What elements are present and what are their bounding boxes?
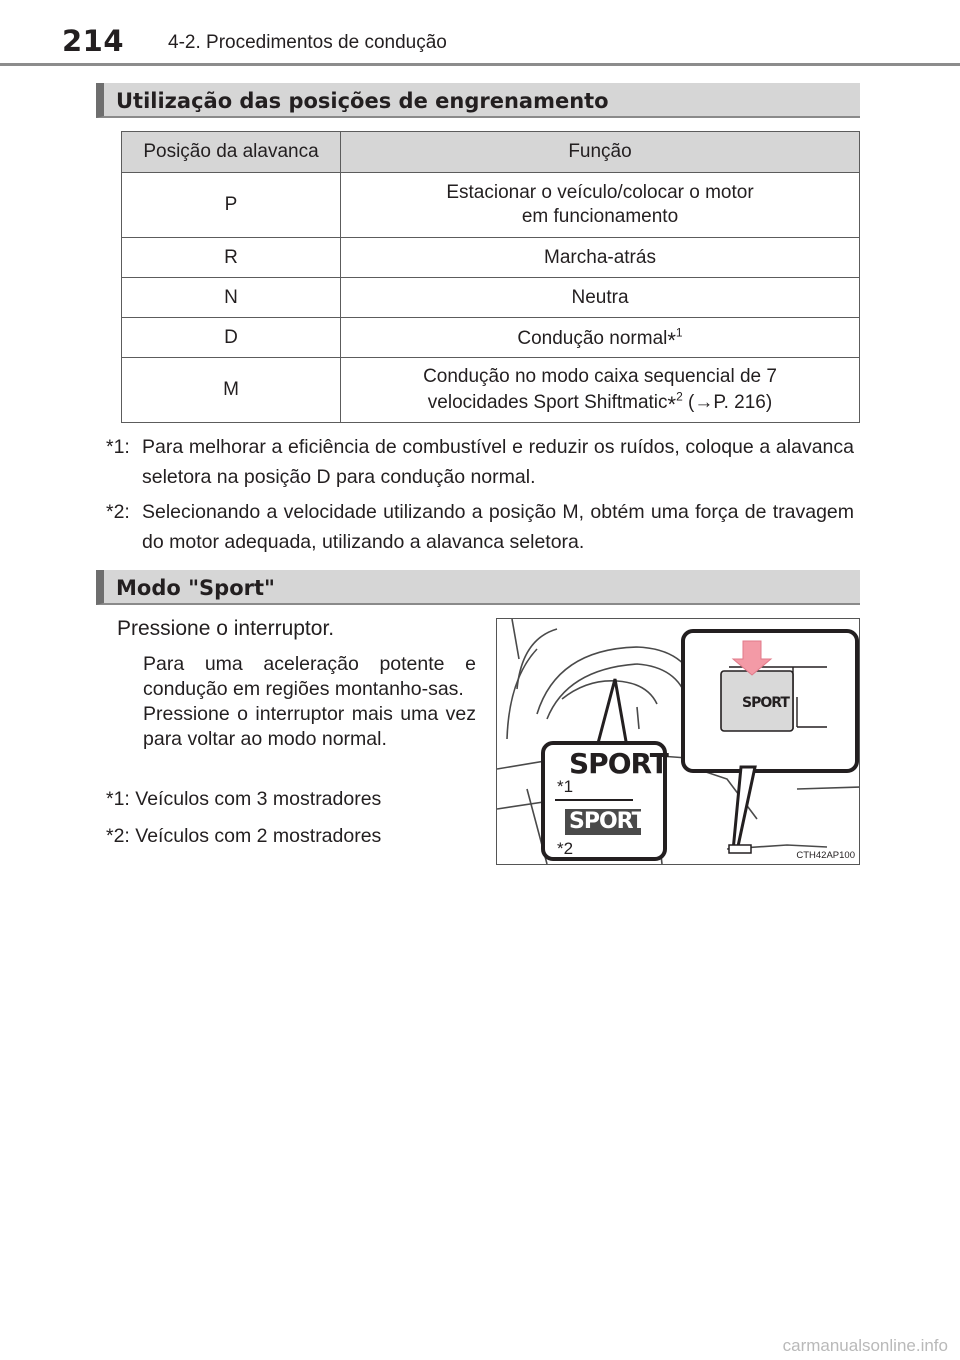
section-title: Modo "Sport": [116, 576, 275, 600]
footnote-ref: 1: [675, 325, 683, 340]
section-header-sport-mode: [96, 570, 860, 605]
sport-indicator-1: SPORT: [569, 747, 668, 780]
cell-position: N: [122, 278, 341, 318]
sport-button-label: SPORT: [742, 695, 789, 711]
header-rule: [0, 63, 960, 66]
footnote-mark: *1:: [106, 436, 130, 458]
footnote-star: *: [667, 327, 676, 353]
function-line: em funcionamento: [521, 206, 679, 227]
footnote-text: Para melhorar a eficiência de combustível e reduzir os ruídos, coloque a alavanca seletora na posição D para condução normal.: [142, 436, 854, 488]
figure-code: CTH42AP100: [796, 850, 855, 861]
cell-function: Marcha-atrás: [341, 238, 860, 278]
footnote-1: [106, 432, 854, 492]
vehicle-note-2: [106, 825, 381, 848]
watermark: carmanualsonline.info: [782, 1336, 948, 1355]
cell-position: P: [122, 173, 341, 238]
cell-function: Neutra: [341, 278, 860, 318]
function-text: velocidades Sport Shiftmatic: [427, 392, 668, 413]
page-number: 214: [62, 24, 125, 58]
description-paragraph: Pressione o interruptor mais uma vez para voltar ao modo normal.: [143, 703, 476, 750]
cell-function: [341, 173, 860, 238]
function-line: [347, 389, 853, 415]
section-title: Utilização das posições de engrenamento: [116, 89, 609, 113]
table-header-row: [122, 132, 860, 173]
function-text: Condução normal: [517, 327, 668, 349]
table-row: [122, 173, 860, 238]
indicator-mark-1: *1: [557, 777, 574, 796]
page-reference-link[interactable]: (→P. 216): [682, 392, 773, 413]
dashboard-drawing: [497, 619, 860, 865]
instruction-step: Pressione o interruptor.: [117, 617, 335, 640]
instruction-description: [143, 652, 476, 752]
description-paragraph: Para uma aceleração potente e condução em regiões montanho-sas.: [143, 653, 476, 700]
section-header-gear-positions: [96, 83, 860, 118]
footnote-text: Selecionando a velocidade utilizando a posição M, obtém uma força de travagem do motor adequada, utilizando a alavanca seletora.: [142, 501, 854, 553]
column-header-function: Função: [341, 132, 860, 173]
cell-position: R: [122, 238, 341, 278]
cell-function: [341, 358, 860, 423]
sport-indicator-2: SPORT: [569, 809, 646, 834]
cell-position: M: [122, 358, 341, 423]
running-head: 4-2. Procedimentos de condução: [168, 32, 447, 53]
footnote-text: Veículos com 3 mostradores: [135, 788, 382, 810]
column-header-position: Posição da alavanca: [122, 132, 341, 173]
cell-function: [341, 318, 860, 358]
footnote-2: [106, 497, 854, 557]
footnote-ref: 2: [676, 389, 683, 404]
footnote-mark: *2:: [106, 501, 130, 523]
footnote-star: *: [667, 392, 677, 417]
sport-switch-illustration: [496, 618, 860, 865]
table-row: [122, 238, 860, 278]
indicator-mark-2: *2: [557, 839, 574, 858]
footnote-mark: *2:: [106, 825, 130, 847]
table-row: [122, 358, 860, 423]
footnote-mark: *1:: [106, 788, 130, 810]
table-row: [122, 318, 860, 358]
table-row: [122, 278, 860, 318]
vehicle-note-1: [106, 788, 381, 811]
footnote-text: Veículos com 2 mostradores: [135, 825, 382, 847]
function-line: Condução no modo caixa sequencial de 7: [423, 366, 777, 387]
cell-position: D: [122, 318, 341, 358]
gear-position-table: [121, 131, 860, 423]
function-line: Estacionar o veículo/colocar o motor: [446, 182, 754, 203]
